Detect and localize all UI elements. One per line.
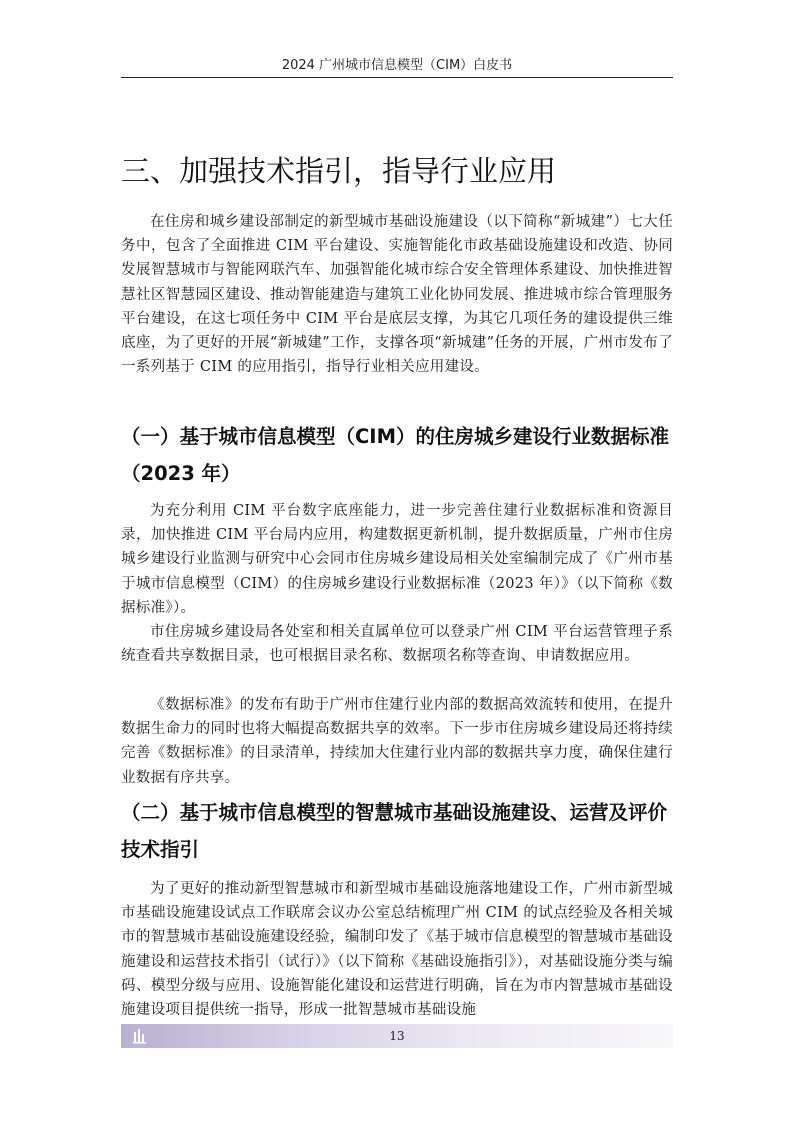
subsection-1-body [121, 499, 673, 790]
subsection-1-heading: （一）基于城市信息模型（CIM）的住房城乡建设行业数据标准（2023 年） [121, 425, 669, 485]
subsection-2-paragraph-1: 为了更好的推动新型智慧城市和新型城市基础设施落地建设工作，广州市新型城市基础设施建设试点工作联席会议办公室总结梳理广州 CIM 的试点经验及各相关城市的智慧城市基础设施建设经验，编制印发了《基于城市信息模型的智慧城市基础设施建设和运营技术指引（试行）》（以下简称《基础设施指引》），对基础设施分类与编码、模型分级与应用、设施智能化建设和运营进行明确，旨在为市内智慧城市基础设施建设项目提供统一指导，形成一批智慧城市基础设施 [121, 881, 673, 1019]
subsection-1-paragraph-2: 市住房城乡建设局各处室和相关直属单位可以登录广州 CIM 平台运营管理子系统查看共享数据目录，也可根据目录名称、数据项名称等查询、申请数据应用。 [121, 624, 673, 665]
subsection-2-heading: （二）基于城市信息模型的智慧城市基础设施建设、运营及评价技术指引 [121, 801, 668, 861]
running-header: 2024 广州城市信息模型（CIM）白皮书 [281, 58, 513, 73]
intro-block [121, 210, 673, 404]
header-rule [121, 77, 673, 78]
subsection-2-heading-block [121, 794, 673, 868]
page-number: 13 [389, 1029, 405, 1043]
subsection-1-heading-block [121, 418, 673, 492]
subsection-2-body [121, 877, 673, 1022]
footer-bar [121, 1024, 673, 1048]
subsection-1-paragraph-1: 为充分利用 CIM 平台数字底座能力，进一步完善住建行业数据标准和资源目录，加快推进 CIM 平台局内应用，构建数据更新机制，提升数据质量，广州市住房城乡建设行业监测与研究中心会同市住房城乡建设局相关处室编制完成了《广州市基于城市信息模型（CIM）的住房城乡建设行业数据标准（2023 年）》（以下简称《数据标准》）。 [121, 503, 673, 616]
section-title: 三、加强技术指引，指导行业应用 [121, 154, 557, 188]
subsection-1-paragraph-3: 《数据标准》的发布有助于广州市住建行业内部的数据高效流转和使用，在提升数据生命力的同时也将大幅提高数据共享的效率。下一步市住房城乡建设局还将持续完善《数据标准》的目录清单，持续加大住建行业内部的数据共享力度，确保住建行业数据有序共享。 [121, 697, 673, 786]
intro-paragraph: 在住房和城乡建设部制定的新型城市基础设施建设（以下简称“新城建”）七大任务中，包含了全面推进 CIM 平台建设、实施智能化市政基础设施建设和改造、协同发展智慧城市与智能网联汽车、加强智能化城市综合安全管理体系建设、加快推进智慧社区智慧园区建设、推动智能建造与建筑工业化协同发展、推进城市综合管理服务平台建设，在这七项任务中 CIM 平台是底层支撑，为其它几项任务的建设提供三维底座，为了更好的开展“新城建”工作，支撑各项“新城建”任务的开展，广州市发布了一系列基于 CIM 的应用指引，指导行业相关应用建设。 [121, 214, 673, 376]
